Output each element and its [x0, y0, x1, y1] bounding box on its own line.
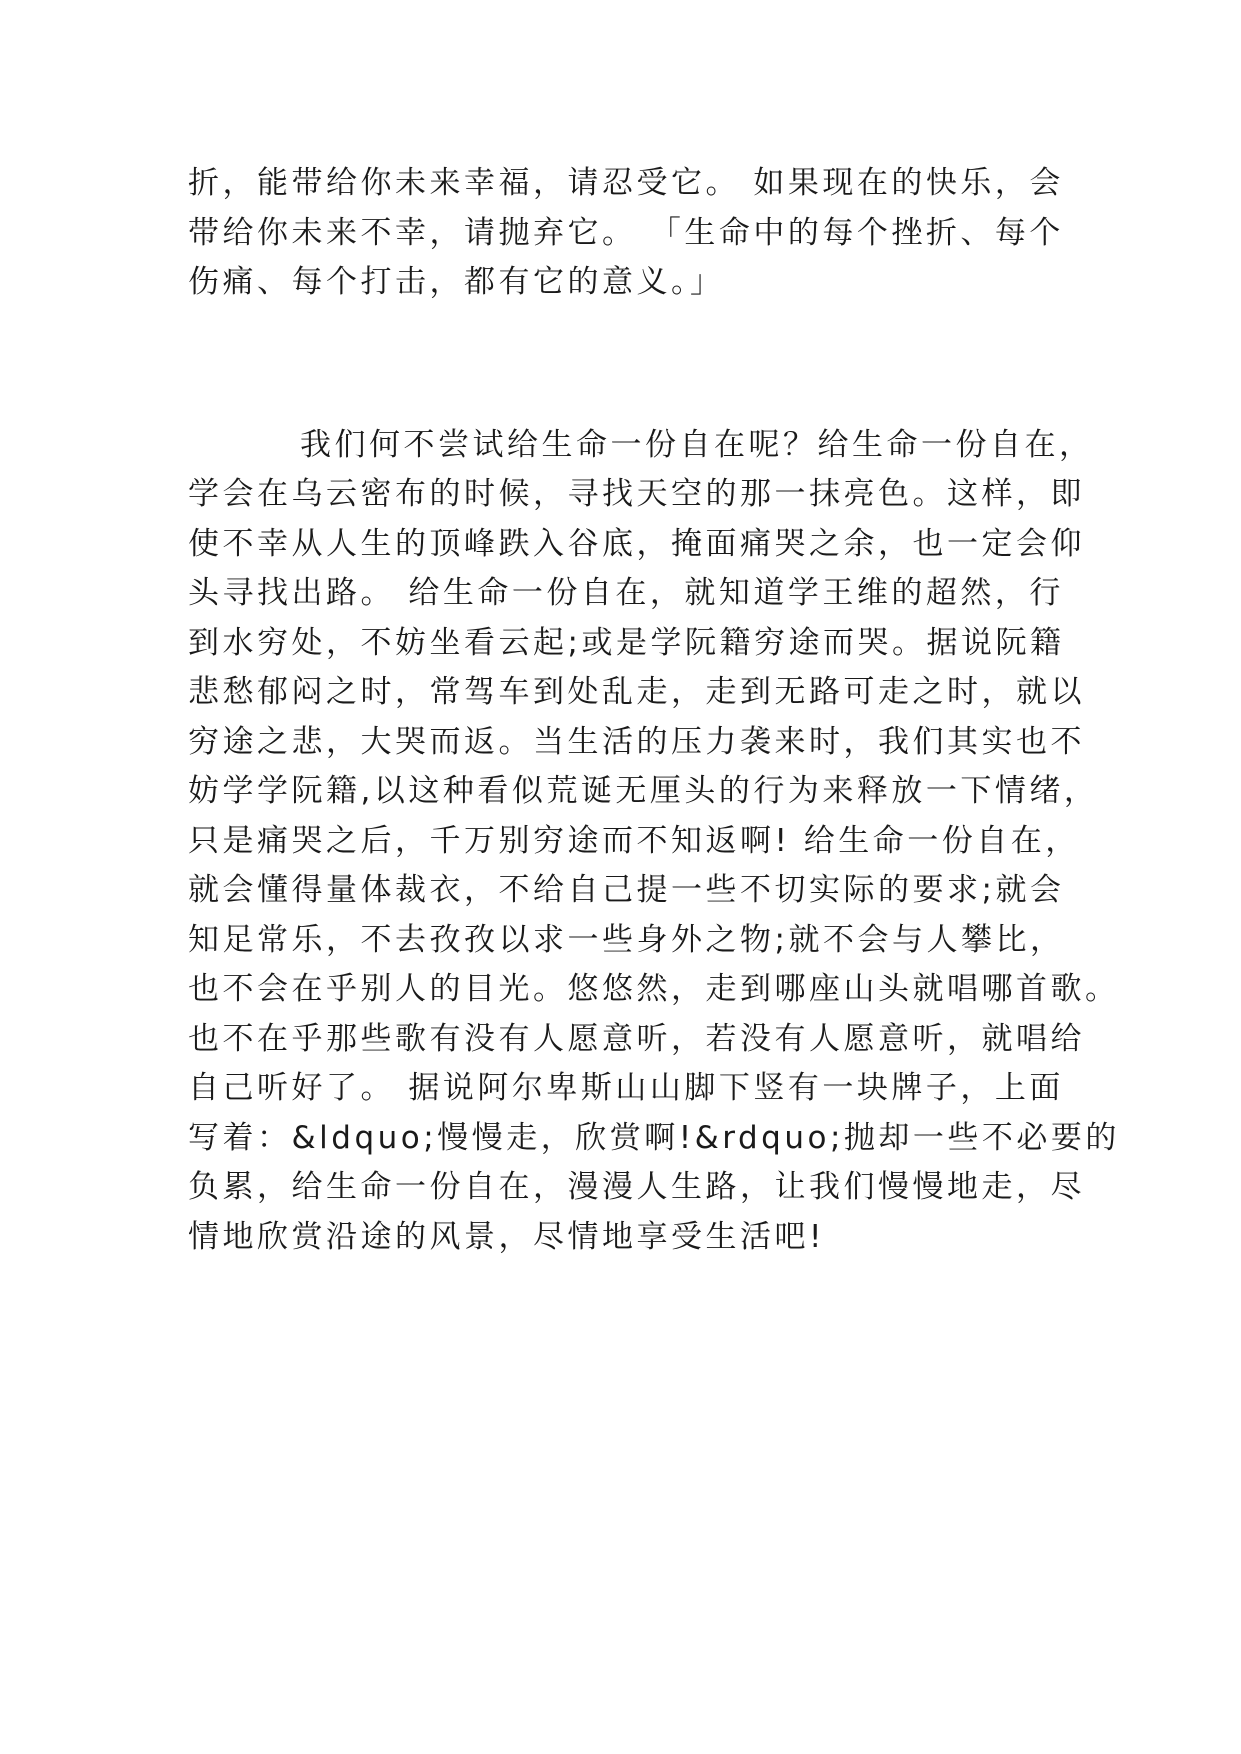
- text-line: 穷途之悲，大哭而返。当生活的压力袭来时，我们其实也不: [188, 724, 1085, 760]
- text-line: 情地欣赏沿途的风景，尽情地享受生活吧!: [188, 1219, 825, 1255]
- text-line: 学会在乌云密布的时候，寻找天空的那一抹亮色。这样，即: [188, 476, 1085, 512]
- text-line: 就会懂得量体裁衣，不给自己提一些不切实际的要求;就会: [188, 872, 1065, 908]
- text-line: 知足常乐，不去孜孜以求一些身外之物;就不会与人攀比，: [188, 922, 1065, 958]
- text-line: 写着：&ldquo;慢慢走，欣赏啊!&rdquo;抛却一些不必要的: [188, 1120, 1120, 1156]
- text-line: 我们何不尝试给生命一份自在呢？给生命一份自在，: [300, 427, 1094, 463]
- text-line: 自己听好了。 据说阿尔卑斯山山脚下竖有一块牌子，上面: [188, 1070, 1064, 1106]
- text-line: 带给你未来不幸，请抛弃它。 「生命中的每个挫折、每个: [188, 215, 1064, 251]
- text-line: 只是痛哭之后，千万别穷途而不知返啊! 给生命一份自在，: [188, 823, 1080, 859]
- text-line: 负累，给生命一份自在，漫漫人生路，让我们慢慢地走，尽: [188, 1169, 1085, 1205]
- text-line: 头寻找出路。 给生命一份自在，就知道学王维的超然，行: [188, 575, 1064, 611]
- text-line: 到水穷处，不妨坐看云起;或是学阮籍穷途而哭。据说阮籍: [188, 625, 1065, 661]
- text-line: 使不幸从人生的顶峰跌入谷底，掩面痛哭之余，也一定会仰: [188, 526, 1085, 562]
- text-line: 悲愁郁闷之时，常驾车到处乱走，走到无路可走之时，就以: [188, 674, 1085, 710]
- text-line: 妨学学阮籍,以这种看似荒诞无厘头的行为来释放一下情绪，: [188, 773, 1099, 809]
- text-line: 折，能带给你未来幸福，请忍受它。 如果现在的快乐，会: [188, 165, 1064, 201]
- text-line: 伤痛、每个打击，都有它的意义。」: [188, 264, 725, 300]
- text-line: 也不会在乎别人的目光。悠悠然，走到哪座山头就唱哪首歌。: [188, 971, 1120, 1007]
- text-line: 也不在乎那些歌有没有人愿意听，若没有人愿意听，就唱给: [188, 1021, 1085, 1057]
